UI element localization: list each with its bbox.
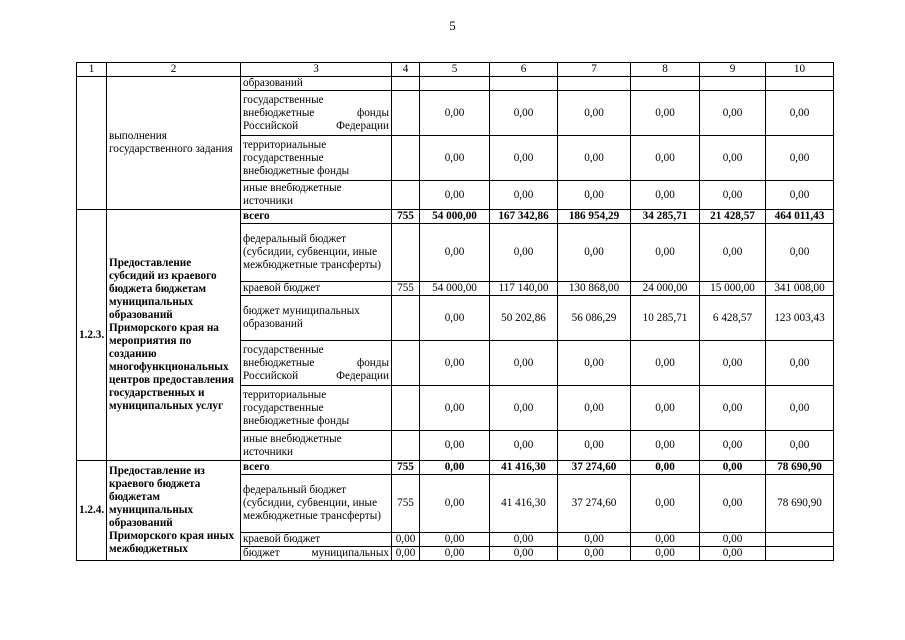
- source-cell: образований: [241, 77, 392, 91]
- header-cell: 3: [241, 63, 392, 77]
- header-cell: 6: [490, 63, 558, 77]
- source-cell: территориальные государственные внебюджетные фонды: [241, 386, 392, 431]
- value-cell: 6 428,57: [700, 296, 766, 341]
- value-cell: 0,00: [558, 386, 631, 431]
- value-cell: 0,00: [766, 181, 834, 210]
- source-cell: бюджет муниципальных образований: [241, 296, 392, 341]
- row-number: [77, 77, 107, 210]
- value-cell: [558, 77, 631, 91]
- code-cell: [392, 296, 420, 341]
- value-cell: 0,00: [420, 224, 490, 282]
- row-number: 1.2.3.: [77, 210, 107, 461]
- value-cell: 0,00: [700, 181, 766, 210]
- header-cell: 1: [77, 63, 107, 77]
- code-cell: [392, 77, 420, 91]
- value-cell: 0,00: [490, 533, 558, 547]
- value-cell: 0,00: [558, 547, 631, 561]
- value-cell: 0,00: [631, 181, 700, 210]
- table-row: [77, 210, 834, 224]
- value-cell: 0,00: [700, 533, 766, 547]
- value-cell: 0,00: [558, 136, 631, 181]
- value-cell: 0,00: [700, 431, 766, 461]
- source-cell: краевой бюджет: [241, 533, 392, 547]
- source-cell: бюджет муниципальных: [241, 547, 392, 561]
- value-cell: 10 285,71: [631, 296, 700, 341]
- source-cell: федеральный бюджет (субсидии, субвенции, иные межбюджетные трансферты): [241, 224, 392, 282]
- header-cell: 4: [392, 63, 420, 77]
- header-cell: 7: [558, 63, 631, 77]
- header-cell: 9: [700, 63, 766, 77]
- value-cell: 0,00: [392, 533, 420, 547]
- header-cell: 8: [631, 63, 700, 77]
- value-cell: 167 342,86: [490, 210, 558, 224]
- source-cell: территориальные государственные внебюджетные фонды: [241, 136, 392, 181]
- value-cell: 54 000,00: [420, 210, 490, 224]
- value-cell: 0,00: [490, 341, 558, 386]
- value-cell: 37 274,60: [558, 475, 631, 533]
- value-cell: 0,00: [631, 475, 700, 533]
- value-cell: 117 140,00: [490, 282, 558, 296]
- code-cell: [392, 341, 420, 386]
- value-cell: 0,00: [420, 386, 490, 431]
- activity-name: Предоставление субсидий из краевого бюджета бюджетам муниципальных образований Приморского края на мероприятия по созданию многофункциональных центров предоставления государственных и муниципальных услуг: [107, 210, 241, 461]
- value-cell: 34 285,71: [631, 210, 700, 224]
- value-cell: 0,00: [766, 136, 834, 181]
- value-cell: [700, 77, 766, 91]
- value-cell: 0,00: [490, 431, 558, 461]
- value-cell: 37 274,60: [558, 461, 631, 475]
- table-row: [77, 77, 834, 91]
- source-cell: государственные внебюджетные фонды Российской Федерации: [241, 341, 392, 386]
- value-cell: 0,00: [490, 547, 558, 561]
- value-cell: 0,00: [420, 475, 490, 533]
- value-cell: 0,00: [490, 181, 558, 210]
- value-cell: 0,00: [766, 341, 834, 386]
- value-cell: 0,00: [420, 181, 490, 210]
- activity-name: Предоставление из краевого бюджета бюджетам муниципальных образований Приморского края иных межбюджетных: [107, 461, 241, 561]
- value-cell: 0,00: [420, 341, 490, 386]
- code-cell: 755: [392, 210, 420, 224]
- value-cell: 0,00: [490, 91, 558, 136]
- value-cell: 123 003,43: [766, 296, 834, 341]
- code-cell: [392, 386, 420, 431]
- value-cell: 0,00: [420, 431, 490, 461]
- value-cell: 0,00: [490, 224, 558, 282]
- value-cell: 0,00: [766, 386, 834, 431]
- value-cell: 0,00: [420, 91, 490, 136]
- value-cell: 0,00: [631, 431, 700, 461]
- code-cell: [392, 181, 420, 210]
- value-cell: [420, 77, 490, 91]
- value-cell: 0,00: [700, 136, 766, 181]
- value-cell: 0,00: [700, 475, 766, 533]
- value-cell: 0,00: [558, 91, 631, 136]
- code-cell: 755: [392, 282, 420, 296]
- source-cell: иные внебюджетные источники: [241, 181, 392, 210]
- code-cell: 755: [392, 475, 420, 533]
- value-cell: 464 011,43: [766, 210, 834, 224]
- value-cell: 0,00: [558, 224, 631, 282]
- value-cell: 0,00: [558, 533, 631, 547]
- row-number: 1.2.4.: [77, 461, 107, 561]
- value-cell: 0,00: [558, 341, 631, 386]
- page-number: 5: [449, 18, 456, 33]
- activity-name: выполнения государственного задания: [107, 77, 241, 210]
- value-cell: 0,00: [700, 91, 766, 136]
- value-cell: [766, 547, 834, 561]
- value-cell: [766, 77, 834, 91]
- value-cell: 0,00: [700, 547, 766, 561]
- value-cell: 78 690,90: [766, 475, 834, 533]
- header-row: [77, 63, 834, 77]
- value-cell: 0,00: [558, 431, 631, 461]
- code-cell: [392, 136, 420, 181]
- value-cell: 50 202,86: [490, 296, 558, 341]
- value-cell: 24 000,00: [631, 282, 700, 296]
- value-cell: [766, 533, 834, 547]
- value-cell: 0,00: [631, 547, 700, 561]
- value-cell: 0,00: [700, 224, 766, 282]
- value-cell: 0,00: [490, 136, 558, 181]
- source-cell: государственные внебюджетные фонды Российской Федерации: [241, 91, 392, 136]
- value-cell: 54 000,00: [420, 282, 490, 296]
- value-cell: 56 086,29: [558, 296, 631, 341]
- value-cell: 0,00: [631, 341, 700, 386]
- value-cell: 341 008,00: [766, 282, 834, 296]
- value-cell: 0,00: [420, 533, 490, 547]
- source-cell: федеральный бюджет (субсидии, субвенции, иные межбюджетные трансферты): [241, 475, 392, 533]
- header-cell: 10: [766, 63, 834, 77]
- value-cell: [631, 77, 700, 91]
- value-cell: 0,00: [420, 461, 490, 475]
- header-cell: 5: [420, 63, 490, 77]
- value-cell: 0,00: [766, 224, 834, 282]
- header-cell: 2: [107, 63, 241, 77]
- code-cell: [392, 431, 420, 461]
- value-cell: 0,00: [631, 136, 700, 181]
- value-cell: 0,00: [766, 91, 834, 136]
- source-cell: всего: [241, 461, 392, 475]
- value-cell: 0,00: [766, 431, 834, 461]
- value-cell: 0,00: [420, 296, 490, 341]
- value-cell: 0,00: [392, 547, 420, 561]
- value-cell: 41 416,30: [490, 475, 558, 533]
- source-cell: краевой бюджет: [241, 282, 392, 296]
- value-cell: 0,00: [631, 461, 700, 475]
- value-cell: 130 868,00: [558, 282, 631, 296]
- value-cell: 186 954,29: [558, 210, 631, 224]
- value-cell: 0,00: [631, 224, 700, 282]
- value-cell: 41 416,30: [490, 461, 558, 475]
- value-cell: 0,00: [700, 341, 766, 386]
- source-cell: иные внебюджетные источники: [241, 431, 392, 461]
- code-cell: [392, 91, 420, 136]
- source-cell: всего: [241, 210, 392, 224]
- value-cell: 0,00: [420, 136, 490, 181]
- value-cell: 0,00: [631, 533, 700, 547]
- budget-table: [76, 62, 834, 561]
- table-row: [77, 461, 834, 475]
- value-cell: 0,00: [700, 386, 766, 431]
- value-cell: 0,00: [490, 386, 558, 431]
- code-cell: [392, 224, 420, 282]
- value-cell: 0,00: [631, 386, 700, 431]
- value-cell: 0,00: [631, 91, 700, 136]
- value-cell: 78 690,90: [766, 461, 834, 475]
- value-cell: 0,00: [420, 547, 490, 561]
- value-cell: 21 428,57: [700, 210, 766, 224]
- value-cell: 15 000,00: [700, 282, 766, 296]
- value-cell: 0,00: [700, 461, 766, 475]
- value-cell: [490, 77, 558, 91]
- value-cell: 0,00: [558, 181, 631, 210]
- code-cell: 755: [392, 461, 420, 475]
